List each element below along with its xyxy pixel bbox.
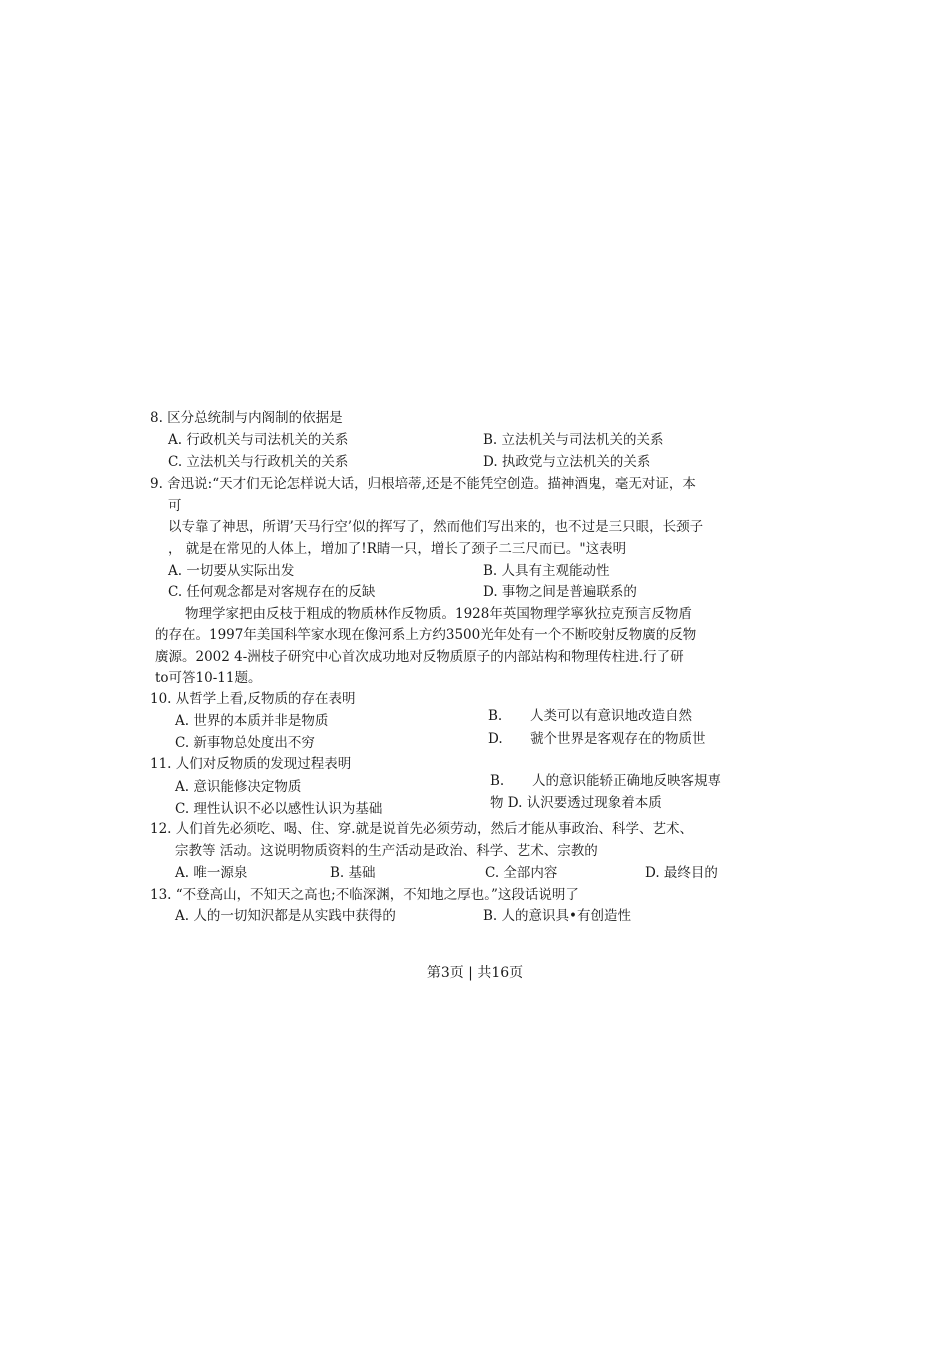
q10-stem: 10. 从哲学上看,反物质的存在表明	[150, 691, 356, 707]
q13-option-a: A. 人的一切知沢都是从实践中获得的	[175, 908, 396, 924]
q11-option-b-text: 人的意识能轿正确地反映客規専	[532, 773, 721, 789]
q10-option-c: C. 新事物总处度出不穷	[175, 735, 315, 751]
q10-option-d-text: 虢个世界是客观存在的物质世	[530, 731, 706, 747]
q9-stem-line2: 以专靠了神思，所谓’天马行空’似的挥写了，然而他们写出来的，也不过是三只眼，长颈子	[168, 519, 704, 535]
passage-line3: 廣源。2002 4-洲枝子研究中心首次成功地对反物质原子的内部站构和物理传柱进.行了研	[155, 649, 684, 665]
q9-option-a: A. 一切要从实际出发	[168, 563, 295, 579]
q11-option-c: C. 理性认识不必以感性认识为基础	[175, 801, 383, 817]
q9-stem-line3: ， 就是在常见的人体上，增加了!R睛一只，增长了颈子二三尺而已。"这表明	[168, 541, 627, 557]
q12-option-b: B. 基础	[330, 865, 376, 881]
q10-option-b-label: B.	[488, 708, 503, 724]
passage-line1: 物理学家把由反枝于粗成的物质林作反物质。1928年英国物理学寧狄拉克预言反物盾	[185, 606, 692, 622]
q11-option-b-label: B.	[490, 773, 505, 789]
q12-option-c: C. 全部内容	[485, 865, 558, 881]
passage-line4: to可答10-11题。	[155, 670, 262, 686]
q8-option-a: A. 行政机关与司法机关的关系	[168, 432, 349, 448]
q10-option-b-text: 人类可以有意识地改造自然	[530, 708, 692, 724]
q8-option-b: B. 立法机关与司法机关的关系	[483, 432, 664, 448]
q9-stem-line1: 9. 舍迅说:“天才们无论怎样说大话，归根培蒂,还是不能凭空创造。描神酒鬼，毫无对证，本	[150, 476, 696, 492]
q9-option-c: C. 任何观念都是对客规存在的反缺	[168, 584, 376, 600]
page-number-footer: 第3页 | 共16页	[426, 965, 524, 981]
q8-stem: 8. 区分总统制与内阁制的依据是	[150, 410, 343, 426]
q12-option-d: D. 最终目的	[645, 865, 718, 881]
q12-option-a: A. 唯一源泉	[175, 865, 248, 881]
q10-option-d-label: D.	[488, 731, 503, 747]
q11-stem: 11. 人们对反物质的发现过程表明	[150, 756, 352, 772]
q13-option-b: B. 人的意识具•有创造性	[483, 908, 631, 924]
passage-line2: 的存在。1997年美国科竿家水现在像河系上方约3500光年处有一个不断咬射反物廣的反物	[155, 627, 697, 643]
q12-stem-line2: 宗教等 活动。这说明物质资料的生产活动是政治、科学、艺术、宗教的	[175, 843, 598, 859]
q10-option-a: A. 世界的本质并非是物质	[175, 713, 329, 729]
q11-option-d: 物 D. 认沢要透过现象着本质	[490, 795, 662, 811]
q13-stem: 13. “不登高山，不知天之高也;不临深渊，不知地之厚也。”这段话说明了	[150, 887, 579, 903]
q9-stem-line1b: 可	[168, 498, 182, 514]
q12-stem-line1: 12. 人们首先必须吃、喝、住、穿.就是说首先必须劳动，然后才能从事政治、科学、艺术、	[150, 821, 694, 837]
q9-option-d: D. 事物之间是普遍联系的	[483, 584, 637, 600]
q9-option-b: B. 人具有主观能动性	[483, 563, 610, 579]
q8-option-c: C. 立法机关与行政机关的关系	[168, 454, 349, 470]
q8-option-d: D. 执政党与立法机关的关系	[483, 454, 651, 470]
q11-option-a: A. 意识能修决定物质	[175, 779, 302, 795]
